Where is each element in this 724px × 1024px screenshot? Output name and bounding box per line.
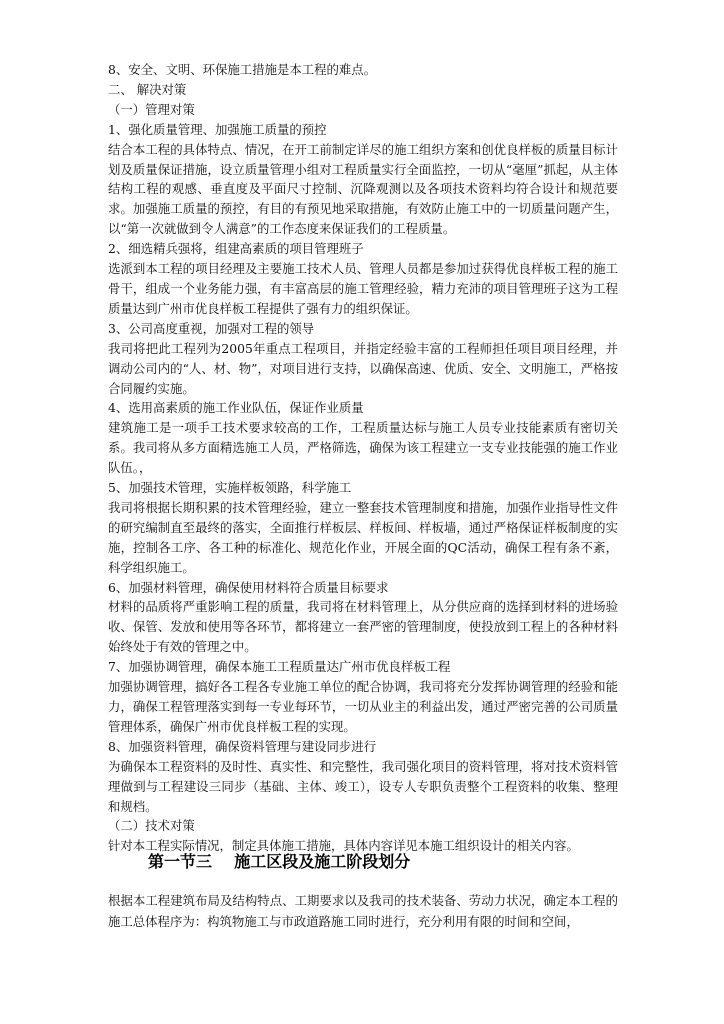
paragraph: 根据本工程建筑布局及结构特点、工期要求以及我司的技术装备、劳动力状况，确定本工程的施工总体程序为：构筑物施工与市政道路施工同时进行，充分利用有限的时间和空间， [108,893,618,929]
paragraph: 我司将把此工程列为2005年重点工程项目，并指定经验丰富的工程师担任项目项目经理，并调动公司内的“人、材、物”，对项目进行支持，以确保高速、优质、安全、文明施工，严格按合同履约实施。 [108,340,618,396]
text-line: 4、选用高素质的施工作业队伍，保证作业质量 [108,400,364,416]
text-line: 1、强化质量管理、加强施工质量的预控 [108,121,327,137]
section-heading: 第一节三 施工区段及施工阶段划分 [148,852,411,871]
paragraph: 材料的品质将严重影响工程的质量，我司将在材料管理上，从分供应商的选择到材料的进场验收、保管、发放和使用等各环节，都将建立一套严密的管理制度，使投放到工程上的各种材料始终处于有效的管理之中。 [108,599,618,655]
paragraph: 建筑施工是一项手工技术要求较高的工作，工程质量达标与施工人员专业技能素质有密切关系。我司将从多方面精选施工人员，严格筛选，确保为该工程建立一支专业技能强的施工作业队伍。， [108,420,618,476]
text-line: 8、加强资料管理，确保资料管理与建设同步进行 [108,738,377,754]
text-line: 二、 解决对策 [108,81,187,97]
closing-body-text [108,891,618,932]
body-text [108,60,618,856]
text-line: 3、公司高度重视，加强对工程的领导 [108,320,315,336]
paragraph: 我司将根据长期积累的技术管理经验，建立一整套技术管理制度和措施，加强作业指导性文件的研究编制直至最终的落实，全面推行样板层、样板间、样板墙，通过严格保证样板制度的实施，控制各工序、各工种的标准化、规范化作业，开展全面的QC活动，确保工程有条不紊，科学组织施工。 [108,499,618,575]
text-line: 5、加强技术管理，实施样板领路，科学施工 [108,480,352,496]
text-line: （二）技术对策 [108,818,195,834]
paragraph: 加强协调管理，搞好各工程各专业施工单位的配合协调，我司将充分发挥协调管理的经验和能力，确保工程管理落实到每一专业每环节，一切从业主的利益出发，通过严密完善的公司质量管理体系，确保广州市优良样板工程的实现。 [108,679,618,734]
paragraph: 选派到本工程的项目经理及主要施工技术人员、管理人员都是参加过获得优良样板工程的施工骨干，组成一个业务能力强，有丰富高层的施工管理经验，精力充沛的项目管理班子这为工程质量达到广州市优良样板工程提供了强有力的组织保证。 [108,261,618,316]
text-line: （一）管理对策 [108,101,195,117]
text-line: 6、加强材料管理，确保使用材料符合质量目标要求 [108,579,389,595]
paragraph: 为确保本工程资料的及时性、真实性、和完整性，我司强化项目的资料管理，将对技术资料管理做到与工程建设三同步（基础、主体、竣工），设专人专职负责整个工程资料的收集、整理和规档。 [108,758,618,814]
text-line: 8、安全、文明、环保施工措施是本工程的难点。 [108,62,377,77]
paragraph: 结合本工程的具体特点、情况，在开工前制定详尽的施工组织方案和创优良样板的质量目标计划及质量保证措施，设立质量管理小组对工程质量实行全面监控，一切从“毫厘”抓起，从主体结构工程的观感、垂直度及平面尺寸控制、沉降观测以及各项技术资料均符合设计和规范要求。加强施工质量的预控，有目的有预见地采取措施，有效防止施工中的一切质量问题产生，以“第一次就做到令人满意”的工作态度来保证我们的工程质量。 [108,141,618,237]
text-line: 针对本工程实际情况，制定具体施工措施，具体内容详见本施工组织设计的相关内容。 [108,838,579,854]
text-line: 2、细选精兵强将，组建高素质的项目管理班子 [108,241,364,257]
text-line: 7、加强协调管理，确保本施工工程质量达广州市优良样板工程 [108,659,451,675]
